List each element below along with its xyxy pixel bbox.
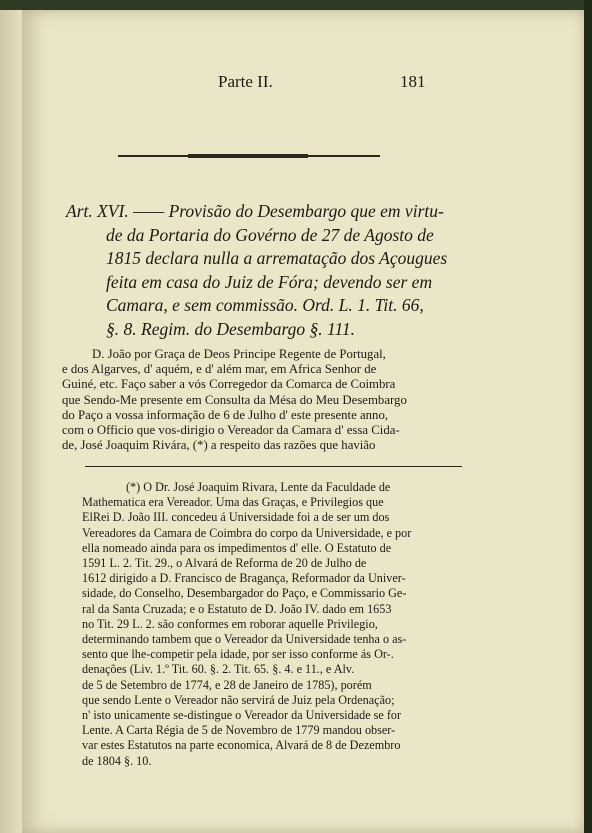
- footnote-line: 1612 dirigido a D. Francisco de Bragança, Reformador da Univer-: [82, 571, 406, 586]
- provision-text: [62, 347, 512, 453]
- scan-background: [584, 0, 592, 833]
- part-title: Parte II.: [218, 72, 273, 91]
- footnote-line: sidade, do Conselho, Desembargador do Paço, e Commissario Ge-: [82, 586, 407, 601]
- body-line: Guiné, etc. Faço saber a vós Corregedor da Comarca de Coimbra: [62, 377, 396, 392]
- article-heading-line: 1815 declara nulla a arrematação dos Açougues: [106, 248, 448, 268]
- footnote-line: var estes Estatutos na parte economica, Alvará de 8 de Dezembro: [82, 738, 401, 753]
- footnote-line: n' isto unicamente se-distingue o Vereador da Universidade se for: [82, 708, 402, 723]
- footnote-line: denações (Liv. 1.º Tit. 60. §. 2. Tit. 65. §. 4. e 11., e Alv.: [82, 662, 355, 677]
- footnote-line: determinando tambem que o Vereador da Universidade tenha o as-: [82, 632, 407, 647]
- footnote-line: ella nomeado ainda para os impedimentos d' elle. O Estatuto de: [82, 540, 392, 555]
- footnote: [82, 480, 466, 769]
- body-line: D. João por Graça de Deos Principe Regente de Portugal,: [92, 347, 386, 361]
- footnote-rule: [85, 466, 462, 467]
- article-heading-line: feita em casa do Juiz de Fóra; devendo ser em: [106, 271, 433, 292]
- article-heading-line: Art. XVI. —— Provisão do Desembargo que em virtu-: [66, 201, 444, 221]
- footnote-line: ral da Santa Cruzada; e o Estatuto de D. João IV. dado em 1653: [82, 601, 392, 616]
- footnote-line: (*) O Dr. José Joaquim Rivara, Lente da Faculdade de: [126, 480, 391, 494]
- facing-page-edge: [0, 10, 22, 833]
- footnote-line: de 5 de Setembro de 1774, e 28 de Janeiro de 1785), porém: [82, 677, 372, 692]
- footnote-line: Lente. A Carta Régia de 5 de Novembro de 1779 mandou obser-: [82, 723, 396, 738]
- article-heading: [66, 200, 512, 341]
- footnote-line: de 1804 §. 10.: [82, 753, 152, 768]
- footnote-line: ElRei D. João III. concedeu á Universidade foi a de ser um dos: [82, 510, 390, 525]
- body-line: de, José Joaquim Rivára, (*) a respeito das razões que havião: [62, 438, 376, 453]
- article-heading-line: §. 8. Regim. do Desembargo §. 111.: [106, 318, 356, 339]
- body-line: do Paço a vossa informação de 6 de Julho d' este presente anno,: [62, 407, 389, 422]
- footnote-line: que sendo Lente o Vereador não servirá de Juiz pela Ordenação;: [82, 692, 395, 707]
- footnote-line: sento que lhe-competir pela idade, por ser isso conforme ás Or-.: [82, 647, 394, 662]
- footnote-line: Vereadores da Camara de Coimbra do corpo da Universidade, e por: [82, 525, 412, 540]
- footnote-line: no Tit. 29 L. 2. são conformes em roborar aquelle Privilegio,: [82, 616, 378, 631]
- body-line: com o Officio que vos-dirigio o Vereador da Camara d' essa Cida-: [62, 423, 400, 438]
- page-number: 181: [400, 72, 426, 91]
- footnote-line: Mathematica era Vereador. Uma das Graças, e Privilegios que: [82, 495, 384, 510]
- footnote-line: 1591 L. 2. Tit. 29., o Alvará de Reforma de 20 de Julho de: [82, 556, 367, 571]
- body-line: que Sendo-Me presente em Consulta da Mésa do Meu Desembargo: [62, 392, 407, 407]
- body-line: e dos Algarves, d' aquém, e d' além mar, em Africa Senhor de: [62, 362, 377, 377]
- article-heading-line: de da Portaria do Govérno de 27 de Agosto de: [106, 224, 434, 245]
- ornamental-rule: [118, 155, 380, 157]
- running-header: [0, 72, 592, 96]
- article-heading-line: Camara, e sem commissão. Ord. L. 1. Tit. 66,: [106, 295, 424, 315]
